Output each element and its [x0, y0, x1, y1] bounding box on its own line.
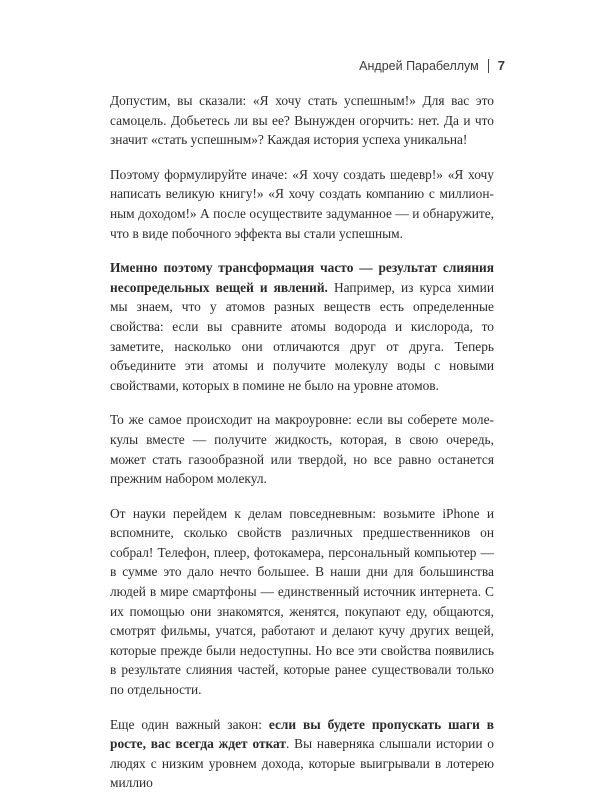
paragraph-3 [110, 258, 494, 395]
body-text [110, 91, 494, 808]
paragraph-1-text: Допустим, вы сказали: «Я хочу стать успешным!» Для вас это самоцель. Добьетесь ли вы ее? Вынужден огорчить: нет. Да и что значит «стать успешным»? Каждая история успеха уникальна! [110, 93, 494, 148]
paragraph-3-text: Например, из курса химии мы знаем, что у атомов разных веществ есть определенные свойства: если вы сравните атомы водорода и кислорода, то заметите, насколько они отличаются друг от друга. Теперь объедините эти атомы и получите молекулу воды с новыми свойствами, которых в помине не было на уровне атомов. [110, 279, 494, 393]
page-number: 7 [497, 58, 505, 73]
paragraph-6-lead: Еще один важный закон: [110, 716, 269, 732]
paragraph-6-bold: если вы будете пропускать шаги в росте, вас всегда ждет откат [110, 716, 495, 752]
paragraph-3-bold: Именно поэтому трансформация часто — результат слияния несопредельных вещей и явлений. [110, 260, 494, 295]
header-separator [488, 59, 489, 73]
paragraph-5 [110, 504, 494, 700]
paragraph-5-text: От науки перейдем к делам повседневным: возьмите iPhone и вспомните, сколько свойств различных предшественников он собрал! Телефон, плеер, фотокамера, персональный компьютер — в сумме это дало нечто большее. В наши дни для большинства людей в мире смартфоны — единственный источник интернета. С их помощью они знакомятся, женятся, покупают еду, общаются, смотрят фильмы, учатся, работают и делают кучу других вещей, которые прежде были недоступны. Но все эти свойства появились в результате слияния частей, которые ранее существовали только по отдельности. [110, 505, 494, 698]
paragraph-4 [110, 410, 494, 488]
paragraph-4-text: То же самое происходит на макроуровне: если вы соберете молекулы вместе — получите жидкость, которая, в свою очередь, может стать газообразной или твердой, но все равно останется прежним набором молекул. [110, 412, 494, 487]
paragraph-2 [110, 165, 494, 243]
paragraph-6-text: . Вы наверняка слышали истории о людях с низким уровнем дохода, которые выигрывали в лотерею миллио [110, 736, 495, 791]
paragraph-2-text: Поэтому формулируйте иначе: «Я хочу создать шедевр!» «Я хочу написать великую книгу!» «Я хочу создать компанию с миллионным доходом!» А после осуществите задуманное — и обнаружите, что в виде побочного эффекта вы стали успешным. [110, 166, 494, 241]
header-author: Андрей Парабеллум [359, 58, 479, 73]
paragraph-6 [110, 715, 494, 793]
running-header [359, 58, 505, 73]
paragraph-1 [110, 91, 494, 150]
